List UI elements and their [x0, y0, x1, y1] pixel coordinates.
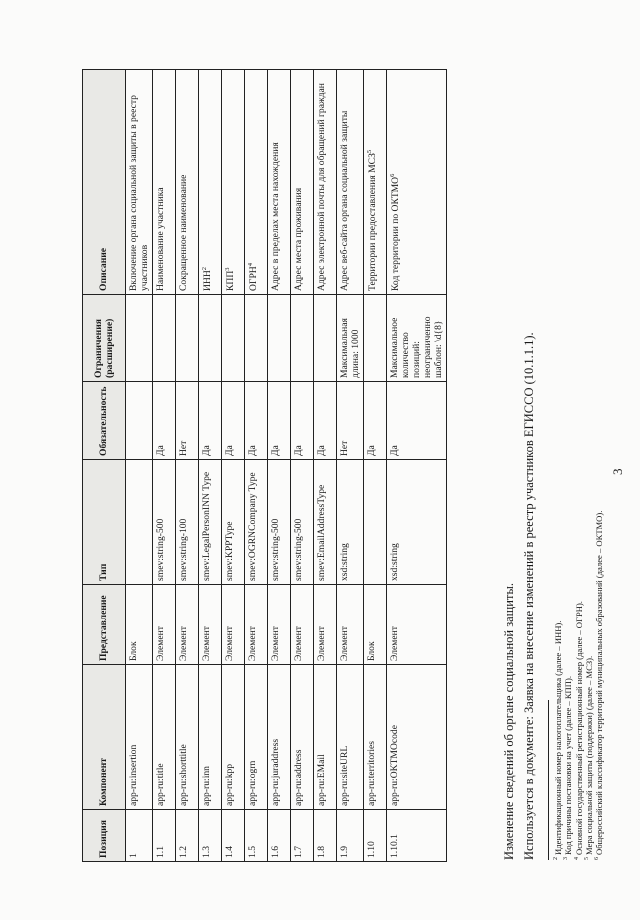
table-row — [245, 70, 268, 862]
table-row — [291, 70, 314, 862]
cell-limits — [364, 295, 387, 382]
cell-position — [268, 810, 291, 862]
header-component: Компонент — [83, 665, 126, 810]
cell-required-text: Да — [155, 445, 167, 456]
cell-component — [314, 665, 337, 810]
cell-required — [176, 382, 199, 460]
cell-limits — [153, 295, 176, 382]
cell-description — [387, 70, 447, 295]
cell-description — [176, 70, 199, 295]
cell-type-text: smev:string-500 — [270, 518, 282, 581]
cell-required-text: Да — [270, 445, 282, 456]
cell-component-text: app-ru:kpp — [224, 763, 236, 806]
cell-component-text: app-ru:juraddress — [270, 738, 282, 806]
header-required: Обязательность — [83, 382, 126, 460]
cell-type — [176, 460, 199, 585]
cell-limits — [199, 295, 222, 382]
table-row — [153, 70, 176, 862]
cell-required-text: Да — [293, 445, 305, 456]
cell-required — [314, 382, 337, 460]
footnote-text: Мера социальной защиты (поддержки) (далее – МСЗ). — [583, 655, 594, 855]
cell-description-text: КПП — [225, 270, 237, 291]
cell-component — [245, 665, 268, 810]
cell-required — [245, 382, 268, 460]
cell-limits-text: Максимальная длина: 1000 — [339, 318, 362, 378]
cell-position-text: 1.9 — [339, 846, 351, 858]
footnotes — [553, 511, 605, 860]
cell-limits — [222, 295, 245, 382]
cell-representation-text: Элемент — [178, 626, 190, 661]
cell-required — [268, 382, 291, 460]
cell-position — [199, 810, 222, 862]
cell-description — [245, 70, 268, 295]
cell-limits — [314, 295, 337, 382]
body-text-change-info: Изменение сведений об органе социальной защиты. — [502, 583, 516, 860]
cell-position-text: 1.7 — [293, 846, 305, 858]
cell-representation — [337, 585, 364, 665]
cell-component — [387, 665, 447, 810]
cell-type — [337, 460, 364, 585]
footnote-text: Код причины постановки на учет (далее – КПП). — [563, 676, 574, 855]
cell-representation-text: Элемент — [293, 626, 305, 661]
cell-type-text: xsd:string — [389, 543, 401, 581]
cell-position — [176, 810, 199, 862]
cell-representation-text: Элемент — [224, 626, 236, 661]
cell-component-text: app-ru:inn — [201, 766, 213, 806]
header-representation: Представление — [83, 585, 126, 665]
cell-type — [245, 460, 268, 585]
cell-required-text: Да — [201, 445, 213, 456]
footnote-text: Идентификационный номер налогоплательщика (далее – ИНН). — [553, 620, 563, 855]
cell-position-text: 1.8 — [316, 846, 328, 858]
footnote-item — [553, 511, 563, 860]
cell-required — [387, 382, 447, 460]
footnote-mark: 3 — [563, 857, 570, 860]
cell-description — [291, 70, 314, 295]
cell-representation — [387, 585, 447, 665]
cell-representation — [364, 585, 387, 665]
cell-representation — [245, 585, 268, 665]
cell-required-text: Да — [389, 445, 401, 456]
cell-representation-text: Блок — [366, 641, 378, 661]
footnote-reference: 2 — [201, 266, 209, 271]
cell-description-text: ИНН — [202, 270, 214, 291]
header-type: Тип — [83, 460, 126, 585]
footnote-text: Основной государственный регистрационный номер (далее – ОГРН). — [573, 601, 584, 855]
footnote-mark: 2 — [553, 857, 560, 860]
cell-component — [222, 665, 245, 810]
cell-component-text: app-ru:EMail — [316, 754, 328, 806]
cell-limits — [176, 295, 199, 382]
cell-component — [268, 665, 291, 810]
footnote-item — [594, 511, 604, 860]
cell-representation-text: Элемент — [155, 626, 167, 661]
cell-position — [387, 810, 447, 862]
table-row — [337, 70, 364, 862]
cell-component-text: app-ru:insertion — [128, 744, 139, 806]
footnote-reference: 5 — [366, 149, 374, 154]
cell-limits — [245, 295, 268, 382]
footnote-mark: 6 — [594, 857, 601, 860]
cell-description-text: Наименование участника — [155, 187, 167, 291]
table-row — [364, 70, 387, 862]
footnote-mark: 4 — [573, 857, 580, 860]
cell-representation — [291, 585, 314, 665]
cell-description-text: Адрес веб-сайта органа социальной защиты — [339, 110, 351, 291]
header-description: Описание — [83, 70, 126, 295]
cell-description — [153, 70, 176, 295]
page-number: 3 — [610, 468, 625, 475]
cell-representation-text: Элемент — [339, 626, 351, 661]
component-spec-table — [82, 69, 447, 862]
cell-component — [337, 665, 364, 810]
cell-position-text: 1.3 — [201, 846, 213, 858]
cell-limits-text: Максимальное количество позиций: неограниченно шаблон: \d{8} — [389, 316, 445, 378]
cell-component-text: app-ru:shorttitle — [178, 744, 190, 806]
cell-limits — [126, 295, 153, 382]
cell-required-text: Да — [224, 445, 236, 456]
cell-type-text: smev:string-500 — [155, 518, 167, 581]
cell-position — [291, 810, 314, 862]
cell-required — [337, 382, 364, 460]
cell-description — [314, 70, 337, 295]
cell-component-text: app-ru:ogrn — [247, 760, 259, 806]
table-row — [126, 70, 153, 862]
cell-position-text: 1.5 — [247, 846, 259, 858]
table-header-row — [83, 70, 126, 862]
cell-description — [364, 70, 387, 295]
cell-description-text: Адрес электронной почты для обращений граждан — [316, 83, 328, 291]
cell-required — [364, 382, 387, 460]
footnote-reference: 4 — [247, 263, 255, 267]
cell-position-text: 1.1 — [155, 846, 167, 858]
cell-required-text: Да — [247, 445, 259, 456]
cell-type — [268, 460, 291, 585]
cell-position — [153, 810, 176, 862]
cell-limits — [268, 295, 291, 382]
table-row — [387, 70, 447, 862]
cell-type-text: smev:string-100 — [178, 518, 190, 581]
cell-type-text: smev:LegalPersonINN Type — [201, 471, 213, 581]
cell-representation-text: Блок — [128, 641, 139, 661]
cell-description-text: Сокращенное наименование — [178, 174, 190, 291]
cell-representation-text: Элемент — [247, 626, 259, 661]
table-row — [268, 70, 291, 862]
cell-type-text: smev:string-500 — [293, 518, 305, 581]
cell-description-text: Код территории по ОКТМО — [390, 176, 402, 291]
cell-position — [337, 810, 364, 862]
cell-representation — [153, 585, 176, 665]
footnote-item — [563, 511, 573, 860]
cell-position-text: 1.10.1 — [389, 834, 401, 858]
cell-position — [222, 810, 245, 862]
cell-type-text: xsd:string — [339, 543, 351, 581]
cell-limits — [291, 295, 314, 382]
cell-component — [176, 665, 199, 810]
cell-required — [222, 382, 245, 460]
cell-type — [153, 460, 176, 585]
cell-representation — [199, 585, 222, 665]
cell-representation — [176, 585, 199, 665]
cell-type — [314, 460, 337, 585]
cell-component — [153, 665, 176, 810]
cell-representation — [314, 585, 337, 665]
cell-representation-text: Элемент — [316, 626, 328, 661]
cell-component-text: app-ru:address — [293, 749, 305, 806]
cell-type-text: smev:KPPType — [224, 521, 236, 581]
cell-component-text: app-ru:OKTMOcode — [389, 725, 401, 806]
body-text-used-in: Используется в документе: Заявка на внесение изменений в реестр участников ЕГИССО (10.1.1.1). — [522, 332, 536, 860]
cell-required — [126, 382, 153, 460]
cell-type-text: smev:EmailAddressType — [316, 484, 328, 581]
cell-type — [387, 460, 447, 585]
cell-type — [364, 460, 387, 585]
footnote-reference: 6 — [389, 173, 397, 177]
cell-representation-text: Элемент — [389, 626, 401, 661]
cell-position — [245, 810, 268, 862]
table-row — [222, 70, 245, 862]
footnote-item — [574, 511, 584, 860]
cell-type — [222, 460, 245, 585]
cell-description-text: Территории предоставления МСЗ — [367, 153, 379, 291]
cell-position-text: 1.2 — [178, 846, 190, 858]
cell-position-text: 1.4 — [224, 846, 236, 858]
footnote-mark: 5 — [584, 857, 591, 860]
cell-representation-text: Элемент — [201, 626, 213, 661]
cell-position-text: 1 — [128, 853, 139, 858]
cell-representation — [126, 585, 153, 665]
cell-description — [337, 70, 364, 295]
cell-required — [291, 382, 314, 460]
cell-limits — [337, 295, 364, 382]
cell-type-text: smev:OGRNCompany Type — [247, 472, 259, 581]
cell-component — [199, 665, 222, 810]
cell-required-text: Нет — [178, 440, 190, 456]
cell-required — [199, 382, 222, 460]
table-row — [176, 70, 199, 862]
cell-required — [153, 382, 176, 460]
cell-required-text: Да — [316, 445, 328, 456]
cell-representation-text: Элемент — [270, 626, 282, 661]
cell-description — [222, 70, 245, 295]
cell-required-text: Нет — [339, 440, 351, 456]
footnote-reference: 3 — [224, 267, 232, 271]
table-row — [314, 70, 337, 862]
cell-component-text: app-ru:territories — [366, 741, 378, 806]
cell-component-text: app-ru:siteURL — [339, 745, 351, 806]
footnote-text: Общероссийский классификатор территорий муниципальных образований (далее – ОКТМО). — [594, 510, 605, 855]
cell-required-text: Да — [366, 445, 378, 456]
cell-position — [314, 810, 337, 862]
header-position: Позиция — [83, 810, 126, 862]
cell-representation — [222, 585, 245, 665]
cell-position — [364, 810, 387, 862]
cell-representation — [268, 585, 291, 665]
footnote-item — [584, 511, 594, 860]
footnote-divider — [548, 700, 549, 860]
table-row — [199, 70, 222, 862]
cell-component — [364, 665, 387, 810]
cell-position — [126, 810, 153, 862]
cell-description — [199, 70, 222, 295]
cell-component-text: app-ru:title — [155, 763, 167, 806]
cell-type — [291, 460, 314, 585]
cell-description-text: Включение органа социальной защиты в реестр участников — [128, 95, 151, 291]
cell-description-text: ОГРН — [248, 266, 260, 291]
cell-type — [126, 460, 153, 585]
cell-component — [126, 665, 153, 810]
cell-position-text: 1.10 — [366, 841, 378, 858]
cell-description — [268, 70, 291, 295]
cell-component — [291, 665, 314, 810]
cell-type — [199, 460, 222, 585]
cell-position-text: 1.6 — [270, 846, 282, 858]
cell-description — [126, 70, 153, 295]
cell-description-text: Адрес в пределах места нахождения — [270, 142, 282, 291]
header-limits: Ограничения (расширение) — [83, 295, 126, 382]
cell-description-text: Адрес места проживания — [293, 187, 305, 291]
cell-limits — [387, 295, 447, 382]
